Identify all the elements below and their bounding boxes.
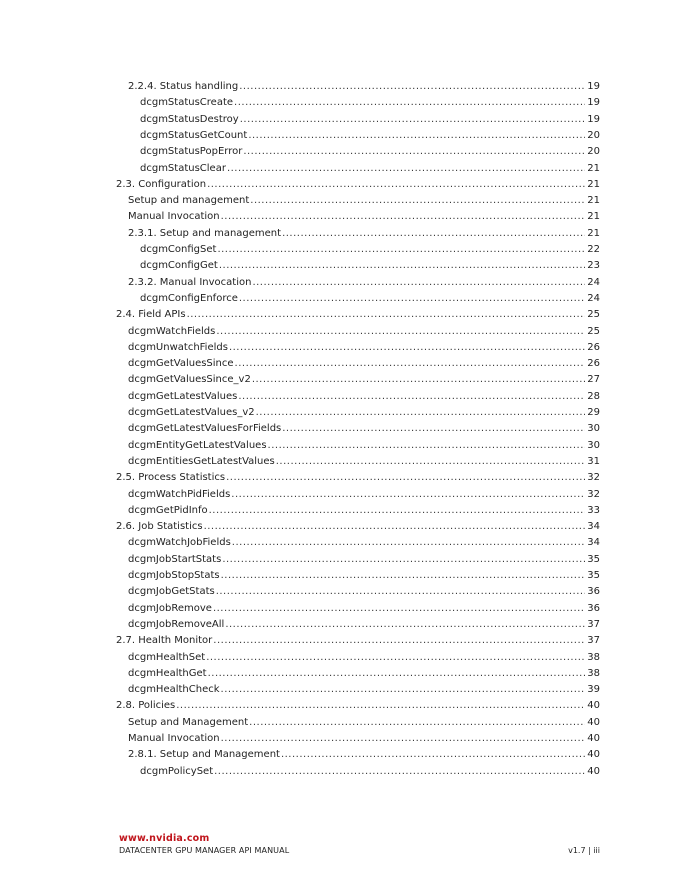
- toc-entry-title: dcgmWatchPidFields: [128, 488, 231, 500]
- toc-entry-page-number: 20: [587, 146, 600, 158]
- dot-leader: [225, 617, 585, 633]
- dot-leader: [232, 535, 585, 551]
- footer-version: v1.7 | iii: [568, 846, 600, 855]
- toc-entry-title: dcgmStatusPopError: [140, 146, 243, 158]
- dot-leader: [227, 161, 585, 177]
- toc-entry-page-number: 36: [587, 602, 600, 614]
- toc-entry-title: dcgmGetLatestValuesForFields: [128, 423, 282, 435]
- dot-leader: [249, 715, 585, 731]
- dot-leader: [176, 698, 585, 714]
- toc-entry-page-number: 19: [587, 81, 600, 92]
- toc-entry-title: 2.6. Job Statistics: [116, 521, 203, 533]
- toc-entry[interactable]: [128, 421, 600, 437]
- toc-entry[interactable]: [128, 568, 600, 584]
- toc-entry-page-number: 27: [587, 374, 600, 386]
- toc-entry[interactable]: [140, 144, 600, 160]
- dot-leader: [204, 519, 586, 535]
- dot-leader: [222, 552, 585, 568]
- toc-entry-title: Setup and management: [128, 195, 250, 207]
- dot-leader: [268, 438, 586, 454]
- toc-entry-title: dcgmEntitiesGetLatestValues: [128, 455, 275, 467]
- toc-entry-title: dcgmGetValuesSince: [128, 358, 234, 370]
- dot-leader: [282, 421, 585, 437]
- toc-entry[interactable]: [128, 747, 600, 763]
- toc-entry[interactable]: [116, 633, 600, 649]
- toc-entry-page-number: 40: [587, 765, 600, 777]
- toc-entry[interactable]: [128, 601, 600, 617]
- toc-entry-page-number: 37: [587, 635, 600, 647]
- toc-entry[interactable]: [116, 470, 600, 486]
- toc-entry-title: dcgmHealthGet: [128, 667, 207, 679]
- toc-entry[interactable]: [116, 519, 600, 535]
- toc-entry-title: dcgmUnwatchFields: [128, 341, 228, 353]
- toc-entry[interactable]: [128, 666, 600, 682]
- dot-leader: [221, 731, 586, 747]
- toc-entry-title: Setup and Management: [128, 716, 249, 728]
- toc-entry-title: dcgmJobGetStats: [128, 586, 215, 598]
- toc-entry[interactable]: [140, 112, 600, 128]
- toc-entry[interactable]: [128, 193, 600, 209]
- toc-entry-page-number: 19: [587, 113, 600, 125]
- toc-entry-title: dcgmWatchJobFields: [128, 537, 231, 549]
- toc-entry-title: dcgmHealthCheck: [128, 684, 220, 696]
- toc-entry-title: dcgmStatusCreate: [140, 97, 234, 109]
- toc-entry[interactable]: [128, 340, 600, 356]
- toc-entry[interactable]: [128, 324, 600, 340]
- toc-entry-title: dcgmConfigGet: [140, 260, 218, 272]
- toc-entry[interactable]: [128, 454, 600, 470]
- toc-entry-title: dcgmJobRemove: [128, 602, 212, 614]
- dot-leader: [206, 650, 585, 666]
- dot-leader: [226, 470, 585, 486]
- toc-entry[interactable]: [128, 584, 600, 600]
- toc-entry[interactable]: [128, 487, 600, 503]
- toc-entry-title: dcgmConfigSet: [140, 244, 217, 255]
- toc-entry-page-number: 21: [587, 211, 600, 223]
- toc-entry-title: dcgmStatusClear: [140, 162, 226, 174]
- dot-leader: [217, 242, 585, 258]
- footer-manual-title: DATACENTER GPU MANAGER API MANUAL: [119, 846, 290, 855]
- dot-leader: [216, 584, 586, 600]
- dot-leader: [238, 389, 585, 405]
- toc-entry-page-number: 32: [587, 472, 600, 484]
- dot-leader: [221, 568, 586, 584]
- dot-leader: [208, 666, 586, 682]
- toc-entry[interactable]: [128, 715, 600, 731]
- dot-leader: [221, 682, 586, 698]
- toc-entry-page-number: 26: [587, 358, 600, 370]
- toc-entry-page-number: 29: [587, 407, 600, 418]
- dot-leader: [239, 291, 585, 307]
- dot-leader: [216, 324, 585, 340]
- toc-entry[interactable]: [140, 291, 600, 307]
- dot-leader: [248, 128, 585, 144]
- dot-leader: [207, 177, 585, 193]
- toc-entry-title: 2.8.1. Setup and Management: [128, 749, 280, 761]
- toc-entry-title: dcgmGetLatestValues: [128, 390, 238, 402]
- toc-entry-title: dcgmStatusDestroy: [140, 113, 239, 125]
- toc-entry-title: dcgmEntityGetLatestValues: [128, 439, 267, 451]
- dot-leader: [187, 307, 586, 323]
- dot-leader: [276, 454, 586, 470]
- toc-entry-page-number: 40: [587, 733, 600, 744]
- toc-entry-title: dcgmWatchFields: [128, 325, 216, 337]
- toc-entry-title: dcgmPolicySet: [140, 765, 214, 777]
- toc-entry-title: 2.3. Configuration: [116, 178, 207, 190]
- toc-entry[interactable]: [128, 552, 600, 568]
- toc-entry-title: 2.3.2. Manual Invocation: [128, 276, 252, 288]
- dot-leader: [213, 601, 585, 617]
- dot-leader: [252, 275, 585, 291]
- dot-leader: [239, 79, 585, 95]
- dot-leader: [281, 747, 585, 763]
- toc-entry-title: dcgmJobStopStats: [128, 570, 220, 581]
- toc-entry-page-number: 22: [587, 244, 600, 255]
- toc-entry-title: dcgmGetPidInfo: [128, 504, 208, 516]
- footer-url[interactable]: www.nvidia.com: [119, 833, 210, 844]
- dot-leader: [209, 503, 586, 519]
- dot-leader: [252, 372, 585, 388]
- toc-entry-page-number: 21: [587, 227, 600, 239]
- dot-leader: [219, 258, 585, 274]
- toc-entry[interactable]: [116, 177, 600, 193]
- toc-entry[interactable]: [128, 389, 600, 405]
- toc-entry[interactable]: [128, 503, 600, 519]
- toc-entry-title: dcgmHealthSet: [128, 651, 206, 663]
- toc-entry[interactable]: [140, 161, 600, 177]
- toc-entry-page-number: 34: [587, 537, 600, 549]
- toc-entry-page-number: 35: [587, 553, 600, 565]
- toc-entry-page-number: 40: [587, 716, 600, 728]
- toc-entry[interactable]: [140, 258, 600, 274]
- toc-entry-title: dcgmJobRemoveAll: [128, 618, 225, 630]
- toc-entry-page-number: 30: [587, 423, 600, 435]
- toc-entry-title: dcgmGetValuesSince_v2: [128, 374, 251, 386]
- toc-entry-page-number: 24: [587, 292, 600, 304]
- dot-leader: [213, 633, 585, 649]
- toc-entry-page-number: 28: [587, 390, 600, 402]
- toc-entry[interactable]: [140, 242, 600, 258]
- toc-entry[interactable]: [128, 275, 600, 291]
- toc-entry-page-number: 21: [587, 195, 600, 207]
- toc-entry-title: 2.7. Health Monitor: [116, 635, 213, 647]
- toc-entry-page-number: 21: [587, 162, 600, 174]
- toc-entry[interactable]: [128, 79, 600, 95]
- toc-entry-page-number: 26: [587, 341, 600, 353]
- toc-entry-title: dcgmConfigEnforce: [140, 292, 238, 304]
- toc-entry-title: 2.5. Process Statistics: [116, 472, 226, 484]
- toc-entry-page-number: 40: [587, 700, 600, 712]
- toc-entry[interactable]: [128, 731, 600, 747]
- toc-entry[interactable]: [140, 95, 600, 111]
- toc-entry-page-number: 39: [587, 684, 600, 696]
- toc-entry[interactable]: [140, 764, 600, 780]
- dot-leader: [282, 226, 585, 242]
- toc-entry-title: Manual Invocation: [128, 211, 220, 223]
- dot-leader: [256, 405, 586, 421]
- toc-entry-page-number: 19: [587, 97, 600, 109]
- toc-entry-page-number: 32: [587, 488, 600, 500]
- toc-entry-page-number: 36: [587, 586, 600, 598]
- toc-entry-title: Manual Invocation: [128, 733, 220, 744]
- toc-entry-title: 2.2.4. Status handling: [128, 81, 239, 92]
- toc-entry-page-number: 20: [587, 129, 600, 141]
- toc-entry[interactable]: [128, 535, 600, 551]
- dot-leader: [214, 764, 585, 780]
- toc-entry-title: 2.8. Policies: [116, 700, 176, 712]
- dot-leader: [240, 112, 586, 128]
- toc-entry-title: dcgmGetLatestValues_v2: [128, 407, 255, 418]
- toc-entry-page-number: 34: [587, 521, 600, 533]
- toc-entry[interactable]: [128, 356, 600, 372]
- toc-entry[interactable]: [128, 682, 600, 698]
- toc-entry[interactable]: [128, 209, 600, 225]
- dot-leader: [221, 209, 586, 225]
- toc-entry-page-number: 23: [587, 260, 600, 272]
- toc-entry[interactable]: [128, 650, 600, 666]
- toc-entry-page-number: 25: [587, 309, 600, 321]
- toc-entry-title: dcgmStatusGetCount: [140, 129, 248, 141]
- toc-entry-page-number: 38: [587, 667, 600, 679]
- dot-leader: [229, 340, 585, 356]
- toc-entry[interactable]: [128, 438, 600, 454]
- dot-leader: [243, 144, 585, 160]
- dot-leader: [234, 95, 585, 111]
- toc-entry-page-number: 21: [587, 178, 600, 190]
- toc-entry-page-number: 25: [587, 325, 600, 337]
- toc-entry-page-number: 33: [587, 504, 600, 516]
- toc-entry-page-number: 24: [587, 276, 600, 288]
- toc-entry[interactable]: [128, 226, 600, 242]
- toc-entry-page-number: 37: [587, 618, 600, 630]
- toc-entry[interactable]: [116, 307, 600, 323]
- toc-entry[interactable]: [128, 405, 600, 421]
- toc-entry-page-number: 38: [587, 651, 600, 663]
- toc-entry-page-number: 30: [587, 439, 600, 451]
- toc-entry-title: dcgmJobStartStats: [128, 553, 222, 565]
- dot-leader: [235, 356, 586, 372]
- toc-entry[interactable]: [116, 698, 600, 714]
- toc-entry-page-number: 31: [587, 455, 600, 467]
- toc-entry-title: 2.3.1. Setup and management: [128, 227, 282, 239]
- toc-entry[interactable]: [140, 128, 600, 144]
- toc-entry-page-number: 40: [587, 749, 600, 761]
- dot-leader: [250, 193, 585, 209]
- toc-entry-page-number: 35: [587, 570, 600, 581]
- toc-entry-title: 2.4. Field APIs: [116, 309, 186, 321]
- toc-entry[interactable]: [128, 372, 600, 388]
- toc-entry[interactable]: [128, 617, 600, 633]
- dot-leader: [231, 487, 585, 503]
